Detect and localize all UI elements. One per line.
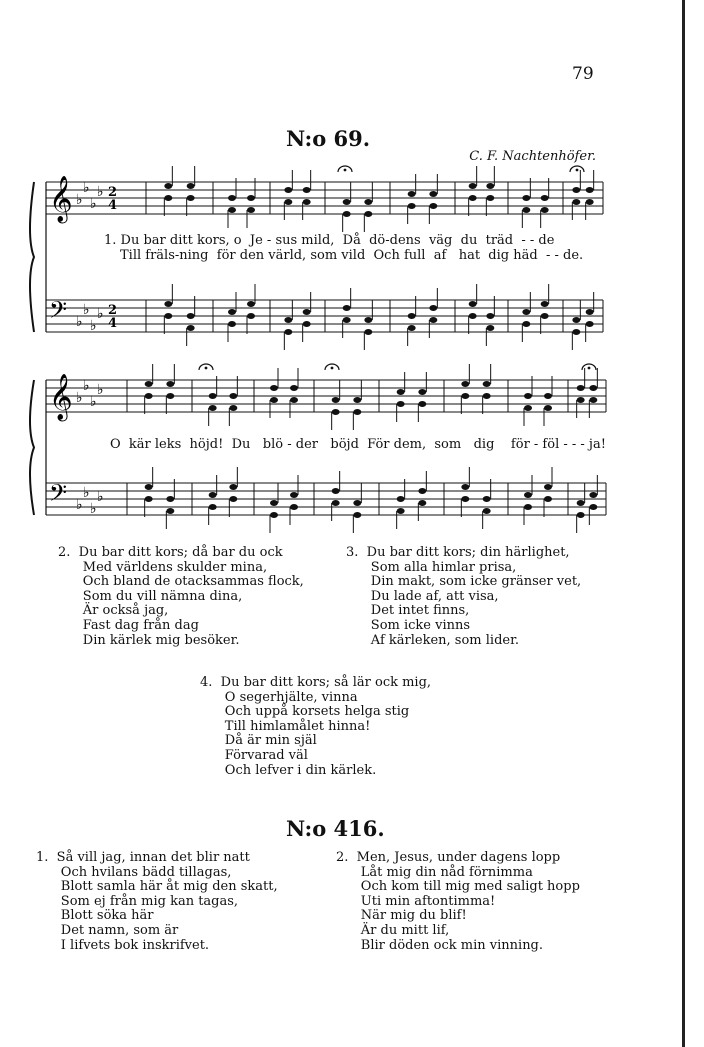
note-head — [486, 183, 494, 189]
note-head — [418, 500, 426, 506]
note-head — [364, 329, 372, 335]
hymn-69-verse-4 — [200, 676, 431, 778]
note-head — [353, 409, 361, 415]
verse-line: Som du vill nämna dina, — [58, 588, 243, 604]
treble-clef-icon: 𝄞 — [49, 374, 73, 420]
note-head — [524, 393, 532, 399]
lyrics-verse-1-line-3: O kär leks höjd! Du blö - der böjd För dem, som dig för - föl - - - ja! — [110, 437, 606, 452]
verse-line: Och bland de otacksammas flock, — [58, 574, 304, 590]
note-head — [228, 309, 236, 315]
note-head — [483, 508, 491, 514]
note-head — [228, 207, 236, 213]
note-head — [353, 512, 361, 518]
note-head — [469, 313, 477, 319]
note-head — [469, 183, 477, 189]
note-head — [209, 504, 217, 510]
note-head — [303, 321, 311, 327]
flat-icon: ♭ — [97, 382, 104, 398]
hymn-416-title: N:o 416. — [286, 816, 385, 841]
note-head — [303, 309, 311, 315]
note-head — [353, 500, 361, 506]
note-head — [343, 199, 351, 205]
note-head — [483, 496, 491, 502]
note-head — [209, 405, 217, 411]
note-head — [429, 191, 437, 197]
note-head — [284, 199, 292, 205]
lyrics-verse-1-line-1: 1. Du bar ditt kors, o Je - sus mild, Då dö-dens väg du träd - - de — [104, 233, 555, 248]
note-head — [332, 500, 340, 506]
verse-line: Och kom till mig med saligt hopp — [336, 879, 580, 895]
note-head — [364, 211, 372, 217]
note-head — [418, 401, 426, 407]
time-signature-top: 2 — [108, 185, 118, 200]
note-head — [483, 393, 491, 399]
verse-line: Som icke vinns — [346, 617, 471, 633]
note-head — [343, 317, 351, 323]
flat-icon: ♭ — [97, 184, 104, 200]
note-head — [541, 195, 549, 201]
note-head — [461, 496, 469, 502]
verse-line: Då är min själ — [200, 733, 317, 749]
note-head — [429, 203, 437, 209]
note-head — [397, 389, 405, 395]
verse-line: O segerhjälte, vinna — [200, 689, 358, 705]
note-head — [187, 325, 195, 331]
note-head — [145, 496, 153, 502]
note-head — [284, 317, 292, 323]
verse-line: Som alla himlar prisa, — [346, 559, 517, 575]
verse-line: Och hvilans bädd tillagas, — [36, 864, 232, 880]
bass-clef-icon: 𝄢 — [49, 479, 68, 512]
verse-line: Är också jag, — [58, 603, 169, 619]
note-head — [418, 389, 426, 395]
verse-line: Det namn, som är — [36, 922, 179, 938]
verse-line: Af kärleken, som lider. — [346, 632, 520, 648]
flat-icon: ♭ — [76, 390, 83, 406]
composer-credit: C. F. Nachtenhöfer. — [469, 149, 596, 164]
verse-line: Uti min aftontimma! — [336, 893, 496, 909]
note-head — [461, 484, 469, 490]
note-head — [397, 496, 405, 502]
note-head — [145, 484, 153, 490]
note-head — [145, 381, 153, 387]
note-head — [461, 381, 469, 387]
fermata-dot — [344, 169, 347, 172]
verse-line: 1. Så vill jag, innan det blir natt — [36, 850, 250, 865]
note-head — [586, 309, 594, 315]
verse-line: Och uppå korsets helga stig — [200, 704, 410, 720]
note-head — [461, 393, 469, 399]
verse-line: Låt mig din nåd förnimma — [336, 864, 533, 880]
note-head — [418, 488, 426, 494]
note-head — [332, 397, 340, 403]
hymn-416-verse-1 — [36, 851, 278, 953]
note-head — [209, 492, 217, 498]
note-head — [166, 508, 174, 514]
verse-line: Förvarad väl — [200, 747, 308, 763]
verse-line: När mig du blif! — [336, 908, 467, 924]
note-head — [303, 199, 311, 205]
note-head — [397, 508, 405, 514]
verse-line: 3. Du bar ditt kors; din härlighet, — [346, 545, 570, 560]
verse-line: Till himlamålet hinna! — [200, 718, 371, 734]
note-head — [164, 183, 172, 189]
fermata-dot — [205, 367, 208, 370]
note-head — [187, 195, 195, 201]
note-head — [290, 504, 298, 510]
lyrics-verse-1-line-2: Till fräls-ning för den värld, som vild Och full af hat dig häd - - de. — [120, 248, 584, 263]
bass-clef-icon: 𝄢 — [49, 296, 68, 329]
flat-icon: ♭ — [83, 378, 90, 394]
note-head — [469, 195, 477, 201]
note-head — [164, 313, 172, 319]
note-head — [572, 199, 580, 205]
note-head — [429, 317, 437, 323]
fermata-dot — [588, 367, 591, 370]
verse-line: Din kärlek mig besöker. — [58, 632, 240, 648]
note-head — [408, 325, 416, 331]
note-head — [589, 397, 597, 403]
verse-line: Du lade af, att visa, — [346, 588, 499, 604]
verse-line: 4. Du bar ditt kors; så lär ock mig, — [200, 675, 432, 690]
flat-icon: ♭ — [83, 485, 90, 501]
note-head — [343, 211, 351, 217]
note-head — [270, 397, 278, 403]
verse-line: 2. Du bar ditt kors; då bar du ock — [58, 545, 283, 560]
note-head — [229, 405, 237, 411]
note-head — [364, 317, 372, 323]
note-head — [577, 500, 585, 506]
verse-line: I lifvets bok inskrifvet. — [36, 937, 210, 953]
flat-icon: ♭ — [76, 497, 83, 513]
verse-line: Det intet finns, — [346, 603, 470, 619]
note-head — [303, 187, 311, 193]
note-head — [164, 301, 172, 307]
verse-line: Blott söka här — [36, 908, 154, 924]
note-head — [166, 393, 174, 399]
fermata-dot — [576, 169, 579, 172]
flat-icon: ♭ — [97, 306, 104, 322]
note-head — [228, 195, 236, 201]
note-head — [589, 385, 597, 391]
note-head — [544, 484, 552, 490]
note-head — [541, 301, 549, 307]
system-brace — [30, 380, 34, 515]
note-head — [572, 187, 580, 193]
note-head — [343, 305, 351, 311]
note-head — [229, 393, 237, 399]
hymn-69-verse-2 — [58, 546, 304, 648]
note-head — [247, 207, 255, 213]
note-head — [522, 195, 530, 201]
note-head — [247, 195, 255, 201]
time-signature-bottom: 4 — [108, 198, 118, 213]
note-head — [270, 512, 278, 518]
time-signature-bottom: 4 — [108, 316, 118, 331]
note-head — [332, 409, 340, 415]
flat-icon: ♭ — [97, 489, 104, 505]
note-head — [228, 321, 236, 327]
note-head — [483, 381, 491, 387]
note-head — [284, 187, 292, 193]
note-head — [577, 512, 585, 518]
note-head — [577, 397, 585, 403]
hymn-69-title: N:o 69. — [286, 126, 371, 151]
time-signature-top: 2 — [108, 303, 118, 318]
hymn-69-verse-3 — [346, 546, 581, 648]
treble-clef-icon: 𝄞 — [49, 176, 73, 222]
flat-icon: ♭ — [76, 314, 83, 330]
note-head — [586, 321, 594, 327]
flat-icon: ♭ — [90, 318, 97, 334]
note-head — [164, 195, 172, 201]
note-head — [408, 191, 416, 197]
note-head — [586, 187, 594, 193]
verse-line: Med världens skulder mina, — [58, 559, 268, 575]
verse-line: Blir döden ock min vinning. — [336, 937, 544, 953]
note-head — [577, 385, 585, 391]
note-head — [290, 385, 298, 391]
note-head — [586, 199, 594, 205]
note-head — [544, 405, 552, 411]
note-head — [290, 397, 298, 403]
verse-line: Fast dag från dag — [58, 617, 199, 633]
note-head — [408, 203, 416, 209]
verse-line: 2. Men, Jesus, under dagens lopp — [336, 850, 561, 865]
note-head — [486, 313, 494, 319]
note-head — [166, 381, 174, 387]
note-head — [522, 207, 530, 213]
note-head — [187, 183, 195, 189]
note-head — [589, 492, 597, 498]
note-head — [429, 305, 437, 311]
note-head — [572, 329, 580, 335]
note-head — [524, 504, 532, 510]
note-head — [290, 492, 298, 498]
note-head — [166, 496, 174, 502]
flat-icon: ♭ — [90, 394, 97, 410]
verse-line: Och lefver i din kärlek. — [200, 762, 377, 778]
note-head — [544, 496, 552, 502]
note-head — [397, 401, 405, 407]
verse-line: Är du mitt lif, — [336, 922, 450, 938]
note-head — [270, 385, 278, 391]
note-head — [541, 313, 549, 319]
note-head — [270, 500, 278, 506]
flat-icon: ♭ — [90, 196, 97, 212]
flat-icon: ♭ — [76, 192, 83, 208]
note-head — [469, 301, 477, 307]
fermata-dot — [331, 367, 334, 370]
note-head — [524, 405, 532, 411]
note-head — [332, 488, 340, 494]
note-head — [522, 321, 530, 327]
verse-line: Din makt, som icke gränser vet, — [346, 574, 582, 590]
note-head — [187, 313, 195, 319]
verse-line: Som ej från mig kan tagas, — [36, 893, 239, 909]
note-head — [572, 317, 580, 323]
page-number: 79 — [572, 64, 594, 84]
note-head — [524, 492, 532, 498]
note-head — [486, 325, 494, 331]
note-head — [284, 329, 292, 335]
verse-line: Blott samla här åt mig den skatt, — [36, 879, 278, 895]
note-head — [589, 504, 597, 510]
note-head — [544, 393, 552, 399]
note-head — [209, 393, 217, 399]
note-head — [486, 195, 494, 201]
flat-icon: ♭ — [83, 180, 90, 196]
hymn-416-verse-2 — [336, 851, 580, 953]
note-head — [247, 313, 255, 319]
note-head — [364, 199, 372, 205]
flat-icon: ♭ — [83, 302, 90, 318]
note-head — [522, 309, 530, 315]
note-head — [229, 484, 237, 490]
system-brace — [30, 182, 34, 332]
note-head — [353, 397, 361, 403]
note-head — [408, 313, 416, 319]
note-head — [145, 393, 153, 399]
flat-icon: ♭ — [90, 501, 97, 517]
note-head — [247, 301, 255, 307]
note-head — [229, 496, 237, 502]
note-head — [541, 207, 549, 213]
